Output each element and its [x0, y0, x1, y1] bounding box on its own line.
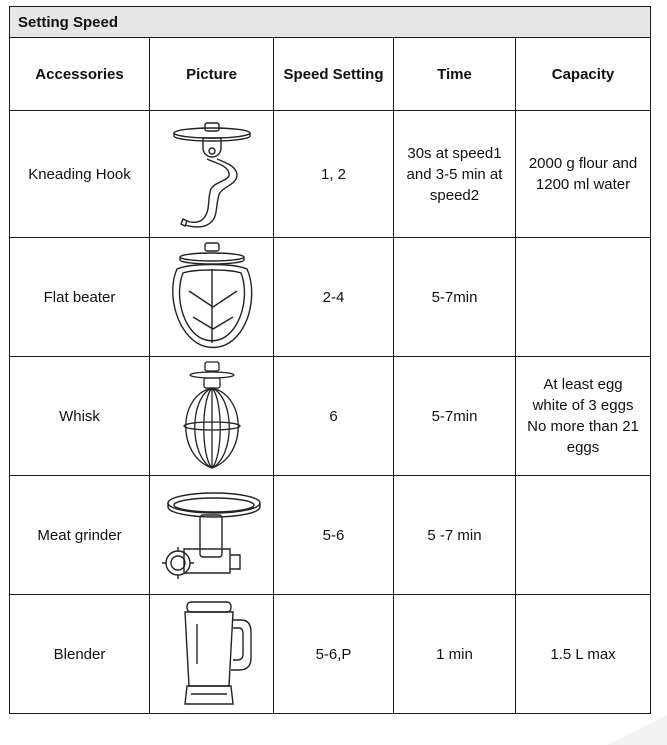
meat-grinder-icon	[156, 479, 268, 591]
capacity-line: white of 3 eggs	[532, 397, 634, 414]
time-line: 5 -7 min	[427, 526, 482, 544]
capacity-value	[516, 238, 651, 357]
speed-value: 5-6,P	[274, 595, 394, 714]
time-value	[394, 357, 516, 476]
time-value	[394, 476, 516, 595]
capacity-value	[516, 595, 651, 714]
speed-value: 1, 2	[274, 111, 394, 238]
capacity-line: At least egg	[543, 376, 623, 393]
time-line: 5-7min	[431, 407, 478, 425]
accessory-name: Blender	[10, 595, 150, 714]
capacity-value	[516, 111, 651, 238]
picture-cell	[150, 476, 274, 595]
blender-icon	[157, 598, 267, 710]
header-speed-setting: Speed Setting	[274, 38, 394, 111]
header-accessories: Accessories	[10, 38, 150, 111]
time-value	[394, 111, 516, 238]
accessory-name: Meat grinder	[10, 476, 150, 595]
table-row	[10, 595, 651, 714]
time-line: and 3-5 min at	[406, 165, 503, 183]
speed-value: 5-6	[274, 476, 394, 595]
table-row	[10, 357, 651, 476]
accessory-name: Kneading Hook	[10, 111, 150, 238]
corner-watermark-icon	[577, 715, 667, 745]
picture-cell	[150, 357, 274, 476]
capacity-value	[516, 476, 651, 595]
accessory-name: Flat beater	[10, 238, 150, 357]
header-time: Time	[394, 38, 516, 111]
accessory-name: Whisk	[10, 357, 150, 476]
time-value	[394, 238, 516, 357]
flat-beater-icon	[157, 241, 267, 353]
capacity-value	[516, 357, 651, 476]
time-value	[394, 595, 516, 714]
table-row	[10, 238, 651, 357]
time-line: speed2	[429, 186, 480, 204]
capacity-line: 1200 ml water	[535, 176, 631, 193]
kneading-hook-icon	[157, 115, 267, 233]
table-title-row	[10, 7, 651, 38]
whisk-icon	[157, 360, 267, 472]
table-title: Setting Speed	[10, 7, 651, 38]
table-row	[10, 111, 651, 238]
header-capacity: Capacity	[516, 38, 651, 111]
time-line: 5-7min	[431, 288, 478, 306]
header-picture: Picture	[150, 38, 274, 111]
table-row	[10, 476, 651, 595]
capacity-line: No more than 21	[527, 418, 639, 435]
speed-value: 6	[274, 357, 394, 476]
time-line: 30s at speed1	[407, 144, 502, 162]
picture-cell	[150, 111, 274, 238]
picture-cell	[150, 238, 274, 357]
capacity-line: 1.5 L max	[550, 645, 616, 663]
picture-cell	[150, 595, 274, 714]
setting-speed-table	[9, 6, 651, 714]
capacity-line: 2000 g flour and	[528, 155, 638, 172]
table-header-row	[10, 38, 651, 111]
time-line: 1 min	[436, 645, 473, 663]
speed-table-container	[9, 6, 650, 714]
capacity-line: eggs	[566, 439, 600, 456]
speed-value: 2-4	[274, 238, 394, 357]
